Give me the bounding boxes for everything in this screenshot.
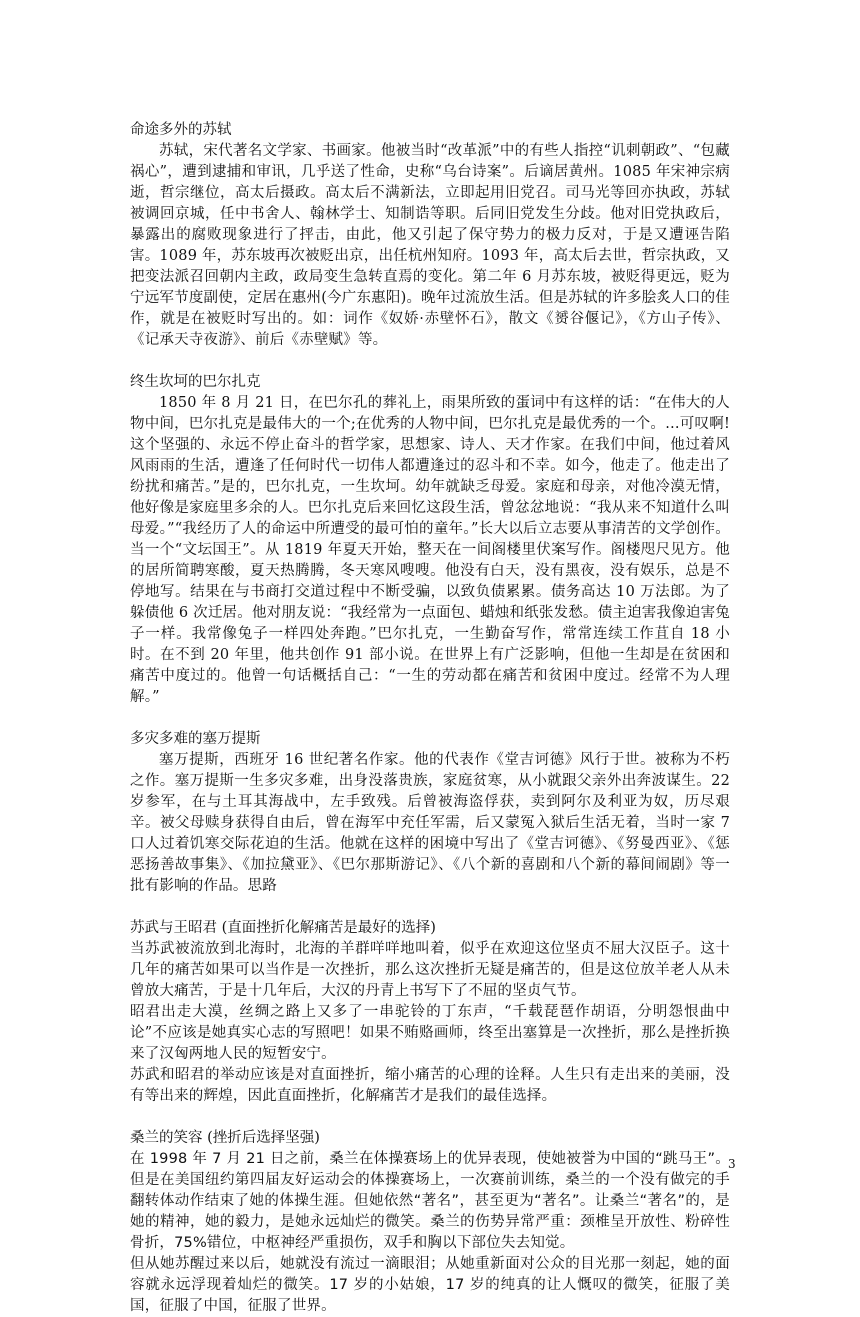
section-title: 命途多外的苏轼 bbox=[130, 122, 232, 138]
section-title: 桑兰的笑容 (挫折后选择坚强) bbox=[130, 1130, 320, 1146]
section-balzac bbox=[130, 372, 730, 708]
section-paragraph: 塞万提斯，西班牙 16 世纪著名作家。他的代表作《堂吉诃德》风行于世。被称为不朽之作。塞万提斯一生多灾多难，出身没落贵族，家庭贫寒，从小就跟父亲外出奔波谋生。22 岁参军，在与土耳其海战中，左手致残。后曾被海盗俘获，卖到阿尔及利亚为奴，历尽艰辛。被父母赎身获得自由后，曾在海军中充任军需，后又蒙冤入狱后生活无着，当时一家 7 口人过着饥寒交际花迫的生活。他就在这样的困境中写出了《堂吉诃德》、《努曼西亚》、《惩恶扬善故事集》、《加拉黛亚》、《巴尔那斯游记》、《八个新的喜剧和八个新的幕间闹剧》等一批有影响的作品。思路 bbox=[130, 752, 730, 894]
section-gap bbox=[130, 1107, 730, 1128]
section-paragraph: 但从她苏醒过来以后，她就没有流过一滴眼泪；从她重新面对公众的目光那一刻起，她的面容就永远浮现着灿烂的微笑。17 岁的小姑娘，17 岁的纯真的让人慨叹的微笑，征服了美国，征服了中国，征服了世界。 bbox=[130, 1256, 730, 1314]
section-su-shi bbox=[130, 120, 730, 351]
section-paragraph: 苏轼，宋代著名文学家、书画家。他被当时“改革派”中的有些人指控“讥刺朝政”、“包藏祸心”，遭到逮捕和审讯，几乎送了性命，史称“乌台诗案”。后谪居黄州。1085 年宋神宗病逝，哲宗继位，高太后摄政。高太后不满新法，立即起用旧党召。司马光等回亦执政，苏轼被调回京城，任中书舍人、翰林学士、知制诰等职。后同旧党发生分歧。他对旧党执政后，暴露出的腐败现象进行了抨击，由此，他又引起了保守势力的极力反对，于是又遭诬告陷害。1089 年，苏东坡再次被贬出京，出任杭州知府。1093 年，高太后去世，哲宗执政，又把变法派召回朝内主政，政局变生急转直焉的变化。第二年 6 月苏东坡，被贬得更远，贬为宁远军节度副使，定居在惠州(今广东惠阳)。晚年过流放生活。但是苏轼的许多脍炙人口的佳作，就是在被贬时写出的。如：词作《奴娇·赤壁怀石》，散文《赟谷偃记》，《方山子传》、《记承天寺夜游》、前后《赤壁赋》等。 bbox=[130, 143, 730, 348]
section-paragraph: 昭君出走大漠，丝绸之路上又多了一串驼铃的丁东声，“千载琵琶作胡语，分明怨恨曲中论”不应该是她真实心志的写照吧！如果不贿赂画师，终至出塞算是一次挫折，那么是挫折换来了汉匈两地人民的短暂安宁。 bbox=[130, 1004, 730, 1062]
section-cervantes bbox=[130, 729, 730, 897]
section-title: 终生坎坷的巴尔扎克 bbox=[130, 374, 261, 390]
page-content bbox=[130, 120, 730, 1317]
section-sang-lan bbox=[130, 1128, 730, 1317]
section-gap bbox=[130, 708, 730, 729]
section-paragraph: 在 1998 年 7 月 21 日之前，桑兰在体操赛场上的优异表现，使她被誉为中国的“跳马王”。但是在美国纽约第四届友好运动会的体操赛场上，一次赛前训练，桑兰的一个没有做完的手翻转体动作结束了她的体操生涯。但她依然“著名”，甚至更为“著名”。让桑兰“著名”的，是她的精神，她的毅力，是她永远灿烂的微笑。桑兰的伤势异常严重：颈椎呈开放性、粉碎性骨折，75%错位，中枢神经严重损伤，双手和胸以下部位失去知觉。 bbox=[130, 1151, 730, 1251]
section-title: 多灾多难的塞万提斯 bbox=[130, 731, 261, 747]
section-paragraph: 1850 年 8 月 21 日，在巴尔孔的葬礼上，雨果所致的蛋词中有这样的话：“在伟大的人物中间，巴尔扎克是最伟大的一个;在优秀的人物中间，巴尔扎克是最优秀的一个。…可叹啊!这个坚强的、永远不停止奋斗的哲学家，思想家、诗人、天才作家。在我们中间，他过着风风雨雨的生活，遭逢了任何时代一切伟人都遭逢过的忍斗和不幸。如今，他走了。他走出了纷扰和痛苦。”是的，巴尔扎克，一生坎坷。幼年就缺乏母爱。家庭和母亲，对他冷漠无情，他好像是家庭里多余的人。巴尔扎克后来回忆这段生活，曾忿忿地说：“我从来不知道什么叫母爱。”“我经历了人的命运中所遭受的最可怕的童年。”长大以后立志要从事清苦的文学创作。当一个“文坛国王”。从 1819 年夏天开始，整天在一间阁楼里伏案写作。阁楼咫尺见方。他的居所简聘寒酸，夏天热腾腾，冬天寒风嗖嗖。他没有白天，没有黑夜，没有娱乐，总是不停地写。结果在与书商打交道过程中不断受骗，以致负债累累。债务高达 10 万法郎。为了躲债他 6 次迁居。他对朋友说：“我经常为一点面包、蜡烛和纸张发愁。债主迫害我像迫害兔子一样。我常像兔子一样四处奔跑。”巴尔扎克，一生勤奋写作，常常连续工作苴自 18 小时。在不到 20 年里，他共创作 91 部小说。在世界上有广泛影响，但他一生却是在贫困和痛苦中度过的。他曾一句话概括自己：“一生的劳动都在痛苦和贫困中度过。经常不为人理解。” bbox=[130, 395, 730, 705]
page-number: 3 bbox=[728, 1157, 736, 1171]
section-gap bbox=[130, 351, 730, 372]
section-su-wu-wang-zhaojun bbox=[130, 918, 730, 1107]
section-paragraph: 苏武和昭君的举动应该是对直面挫折，缩小痛苦的心理的诠释。人生只有走出来的美丽，没有等出来的辉煌，因此直面挫折，化解痛苦才是我们的最佳选择。 bbox=[130, 1067, 730, 1104]
section-paragraph: 当苏武被流放到北海时，北海的羊群咩咩地叫着，似乎在欢迎这位坚贞不屈大汉臣子。这十几年的痛苦如果可以当作是一次挫折，那么这次挫折无疑是痛苦的，但是这位放羊老人从未曾放大痛苦，于是十几年后，大汉的丹青上书写下了不屈的坚贞气节。 bbox=[130, 941, 730, 999]
section-gap bbox=[130, 897, 730, 918]
section-title: 苏武与王昭君 (直面挫折化解痛苦是最好的选择) bbox=[130, 920, 436, 936]
